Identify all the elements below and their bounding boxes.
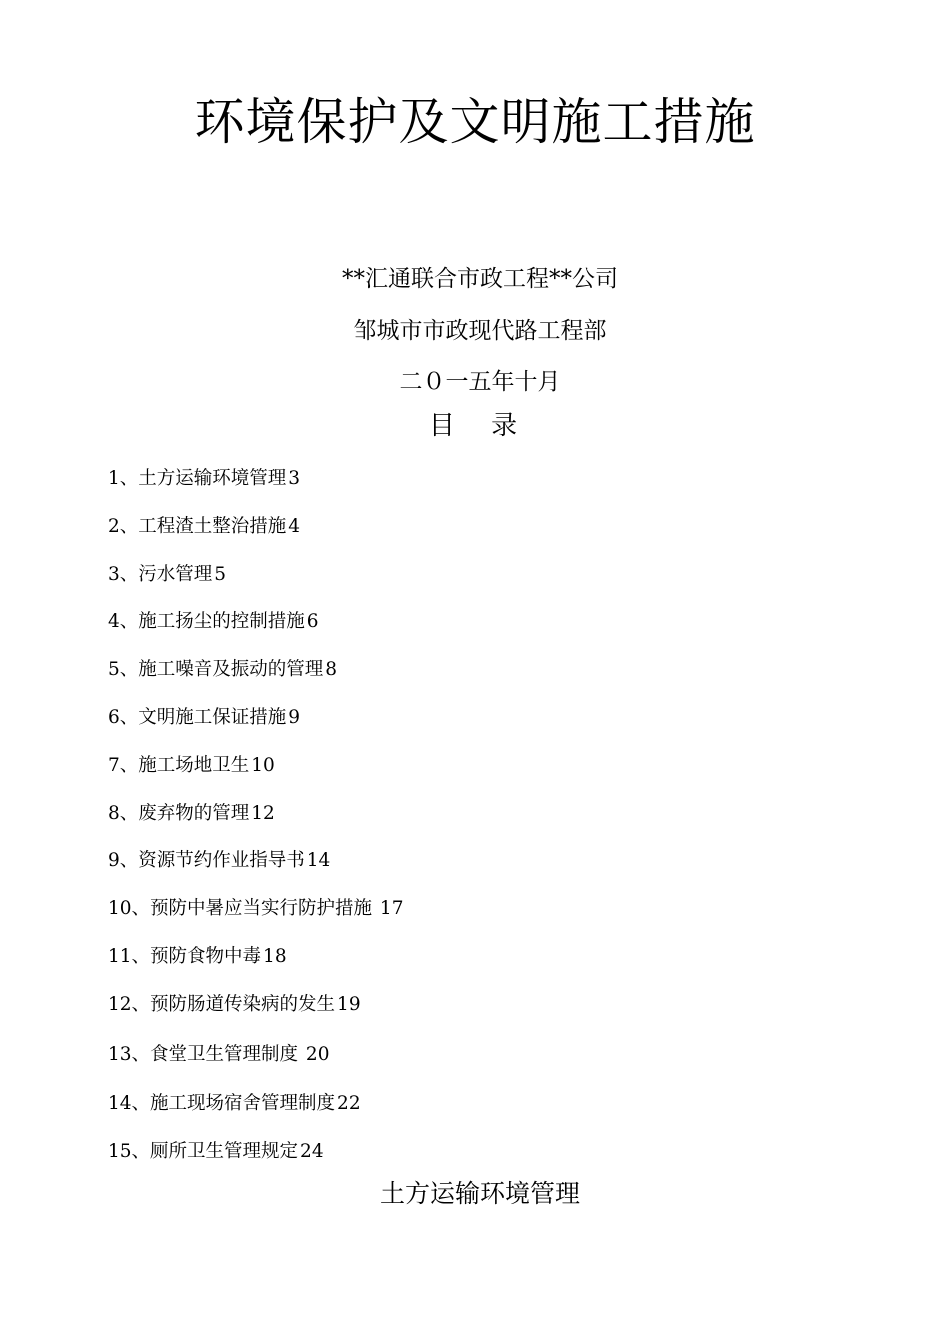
toc-item xyxy=(108,512,300,542)
toc-item xyxy=(108,1089,361,1119)
toc-item-text: 10、预防中暑应当实行防护措施 xyxy=(108,898,373,919)
toc-item-page: 4 xyxy=(288,516,301,537)
toc-item-page: 12 xyxy=(251,803,275,824)
toc-item xyxy=(108,1137,324,1167)
toc-item-text: 3、污水管理 xyxy=(108,564,213,585)
toc-item xyxy=(108,751,275,781)
toc-item-text: 5、施工噪音及振动的管理 xyxy=(108,659,324,680)
company-name: **汇通联合市政工程**公司 xyxy=(342,266,618,292)
toc-item xyxy=(108,846,330,876)
section-heading: 土方运输环境管理 xyxy=(379,1179,580,1208)
toc-item-text: 13、食堂卫生管理制度 xyxy=(108,1044,299,1065)
toc-item-page: 10 xyxy=(251,755,275,776)
toc-item-page: 22 xyxy=(337,1093,361,1114)
toc-item-page: 9 xyxy=(288,707,301,728)
toc-item xyxy=(108,1040,329,1070)
toc-item-text: 7、施工场地卫生 xyxy=(108,755,250,776)
toc-item-text: 1、土方运输环境管理 xyxy=(108,468,287,489)
toc-item-page: 8 xyxy=(325,659,338,680)
toc-item xyxy=(108,799,275,829)
toc-item xyxy=(108,607,319,637)
toc-item-text: 2、工程渣土整治措施 xyxy=(108,516,287,537)
toc-item-page: 14 xyxy=(306,850,331,871)
toc-item-page: 20 xyxy=(300,1044,330,1065)
toc-item-text: 6、文明施工保证措施 xyxy=(108,707,287,728)
toc-item-text: 12、预防肠道传染病的发生 xyxy=(108,994,336,1015)
toc-item-page: 5 xyxy=(214,564,227,585)
document-title: 环境保护及文明施工措施 xyxy=(194,93,756,151)
toc-item-page: 24 xyxy=(300,1141,324,1162)
toc-item-text: 4、施工扬尘的控制措施 xyxy=(108,611,305,632)
toc-item xyxy=(108,560,226,590)
document-date: 二０一五年十月 xyxy=(399,369,561,395)
toc-item-page: 6 xyxy=(306,611,319,632)
toc-item-page: 18 xyxy=(263,946,287,967)
toc-item xyxy=(108,655,337,685)
department-name: 邹城市市政现代路工程部 xyxy=(353,318,607,344)
toc-item-text: 14、施工现场宿舍管理制度 xyxy=(108,1093,336,1114)
toc-item-page: 17 xyxy=(374,898,404,919)
toc-item xyxy=(108,894,403,924)
toc-item xyxy=(108,942,287,972)
toc-item xyxy=(108,990,361,1020)
toc-heading: 目 录 xyxy=(428,411,532,441)
toc-item-text: 9、资源节约作业指导书 xyxy=(108,850,305,871)
toc-item xyxy=(108,703,300,733)
toc-item-text: 11、预防食物中毒 xyxy=(108,946,262,967)
toc-item-page: 3 xyxy=(288,468,301,489)
toc-item-text: 15、厕所卫生管理规定 xyxy=(108,1141,299,1162)
toc-item-text: 8、废弃物的管理 xyxy=(108,803,250,824)
toc-item xyxy=(108,464,300,494)
toc-item-page: 19 xyxy=(337,994,361,1015)
